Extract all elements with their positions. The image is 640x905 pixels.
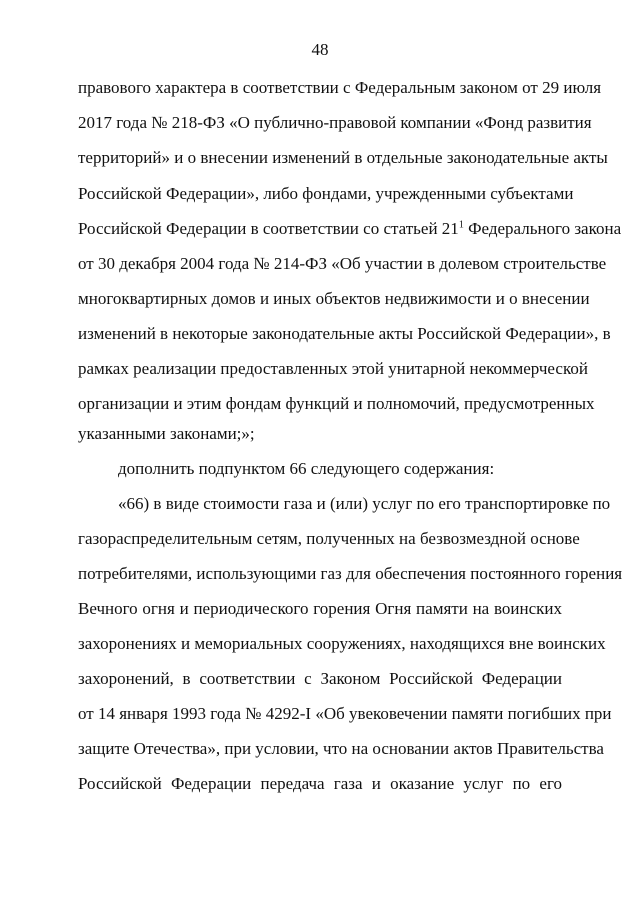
text-line: территорий» и о внесении изменений в отдельные законодательные акты (78, 148, 608, 167)
text-line: указанными законами;»; (78, 424, 255, 443)
text-line: газораспределительным сетям, полученных на безвозмездной основе (78, 529, 580, 548)
text-line: захоронениях и мемориальных сооружениях, находящихся вне воинских (78, 634, 606, 653)
text-line: Российской Федерации», либо фондами, учрежденными субъектами (78, 184, 574, 203)
text-line: потребителями, использующими газ для обеспечения постоянного горения (78, 564, 623, 583)
text-line: 2017 года № 218-ФЗ «О публично-правовой компании «Фонд развития (78, 113, 592, 132)
text-line: Вечного огня и периодического горения Огня памяти на воинских (78, 599, 562, 618)
superscript: 1 (458, 219, 464, 231)
text-line: правового характера в соответствии с Федеральным законом от 29 июля (78, 78, 602, 97)
text-line: рамках реализации предоставленных этой унитарной некоммерческой (78, 359, 588, 378)
text-line: от 30 декабря 2004 года № 214-ФЗ «Об участии в долевом строительстве (78, 254, 607, 273)
text-line: многоквартирных домов и иных объектов недвижимости и о внесении (78, 289, 590, 308)
text-line-with-superscript (78, 219, 622, 239)
text-line: от 14 января 1993 года № 4292-I «Об увековечении памяти погибших при (78, 704, 612, 723)
text-line: изменений в некоторые законодательные акты Российской Федерации», в (78, 324, 611, 343)
text-line: дополнить подпунктом 66 следующего содержания: (118, 459, 495, 478)
text-line: «66) в виде стоимости газа и (или) услуг по его транспортировке по (118, 494, 611, 513)
text-line: защите Отечества», при условии, что на основании актов Правительства (78, 739, 604, 758)
page-number: 48 (311, 40, 329, 59)
text-line: Российской Федерации передача газа и оказание услуг по его (78, 774, 562, 793)
text-segment: Федерального закона (463, 219, 622, 238)
text-line: захоронений, в соответствии с Законом Российской Федерации (78, 669, 562, 688)
text-segment: Российской Федерации в соответствии со статьей 21 (78, 219, 459, 238)
text-line: организации и этим фондам функций и полномочий, предусмотренных (78, 394, 595, 413)
